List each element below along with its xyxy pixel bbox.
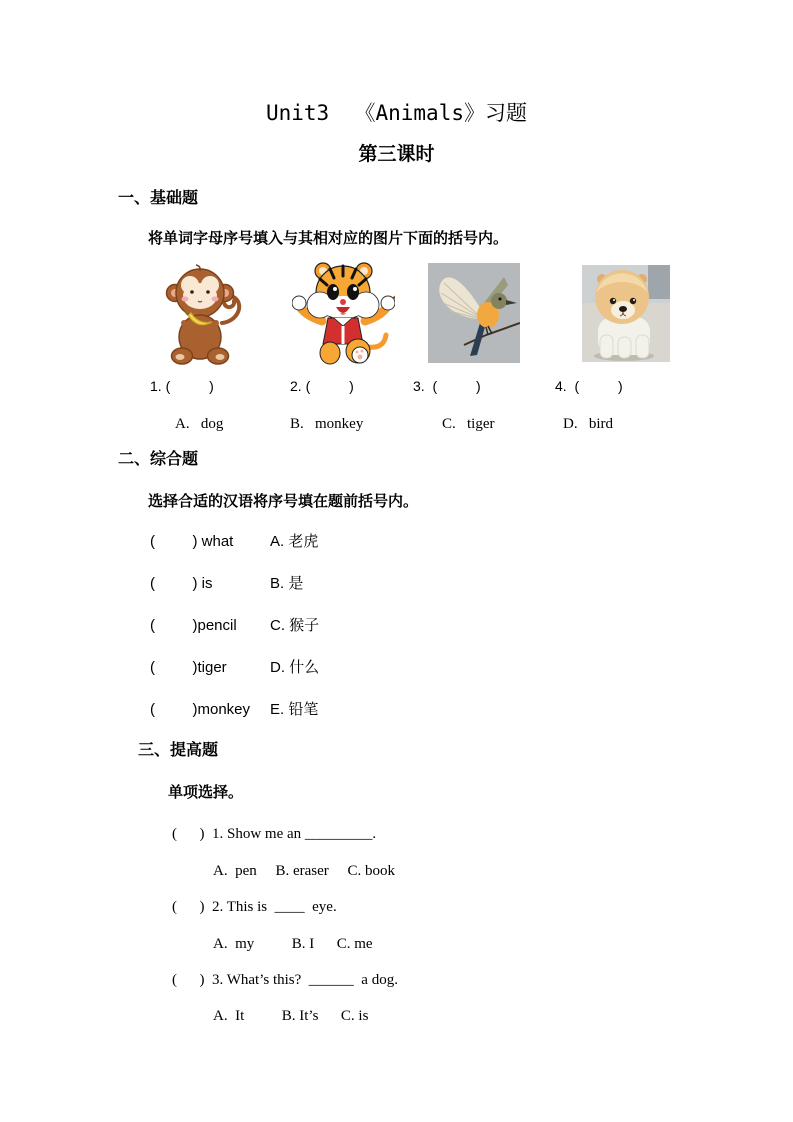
word-option-b: B. monkey [290, 416, 364, 432]
monkey-cartoon-graphic [160, 263, 250, 366]
bird-photo-graphic [428, 263, 520, 363]
match-right-monkey-cn: C. 猴子 [270, 617, 320, 634]
section3-heading: 三、提高题 [138, 742, 219, 759]
question-1-stem: ( ) 1. Show me an _________. [172, 826, 377, 842]
dog-image [582, 265, 670, 362]
dog-photo-graphic [582, 265, 670, 362]
match-right-what-cn: D. 什么 [270, 659, 320, 676]
answer-blank-2: 2. ( ) [290, 378, 354, 394]
bird-image [428, 263, 520, 363]
match-right-pencil-cn: E. 铅笔 [270, 701, 319, 718]
match-right-tiger-cn: A. 老虎 [270, 533, 319, 550]
match-left-is: ( ) is [150, 575, 213, 592]
word-option-d: D. bird [563, 416, 613, 432]
word-option-a: A. dog [175, 416, 224, 432]
question-1-options: A. pen B. eraser C. book [213, 863, 396, 879]
answer-blank-4: 4. ( ) [555, 378, 623, 394]
tiger-cartoon-graphic [292, 259, 395, 369]
worksheet-title: Unit3 《Animals》习题 [265, 101, 527, 125]
answer-blank-3: 3. ( ) [413, 378, 481, 394]
match-left-tiger: ( )tiger [150, 659, 227, 676]
match-left-monkey: ( )monkey [150, 701, 251, 718]
section2-instruction: 选择合适的汉语将序号填在题前括号内。 [148, 493, 419, 510]
section1-instruction: 将单词字母序号填入与其相对应的图片下面的括号内。 [148, 230, 509, 247]
section2-heading: 二、综合题 [118, 451, 199, 468]
word-option-c: C. tiger [442, 416, 495, 432]
match-left-pencil: ( )pencil [150, 617, 237, 634]
question-2-options: A. my B. I C. me [213, 936, 373, 952]
monkey-image [160, 263, 250, 366]
match-left-what: ( ) what [150, 533, 234, 550]
tiger-image [292, 259, 395, 369]
question-2-stem: ( ) 2. This is ____ eye. [172, 899, 337, 915]
section3-instruction: 单项选择。 [168, 784, 244, 801]
question-3-options: A. It B. It’s C. is [213, 1008, 369, 1024]
question-3-stem: ( ) 3. What’s this? ______ a dog. [172, 972, 398, 988]
match-right-is-cn: B. 是 [270, 575, 304, 592]
worksheet-subtitle: 第三课时 [358, 144, 435, 165]
section1-heading: 一、基础题 [118, 190, 199, 207]
answer-blank-1: 1. ( ) [150, 378, 214, 394]
